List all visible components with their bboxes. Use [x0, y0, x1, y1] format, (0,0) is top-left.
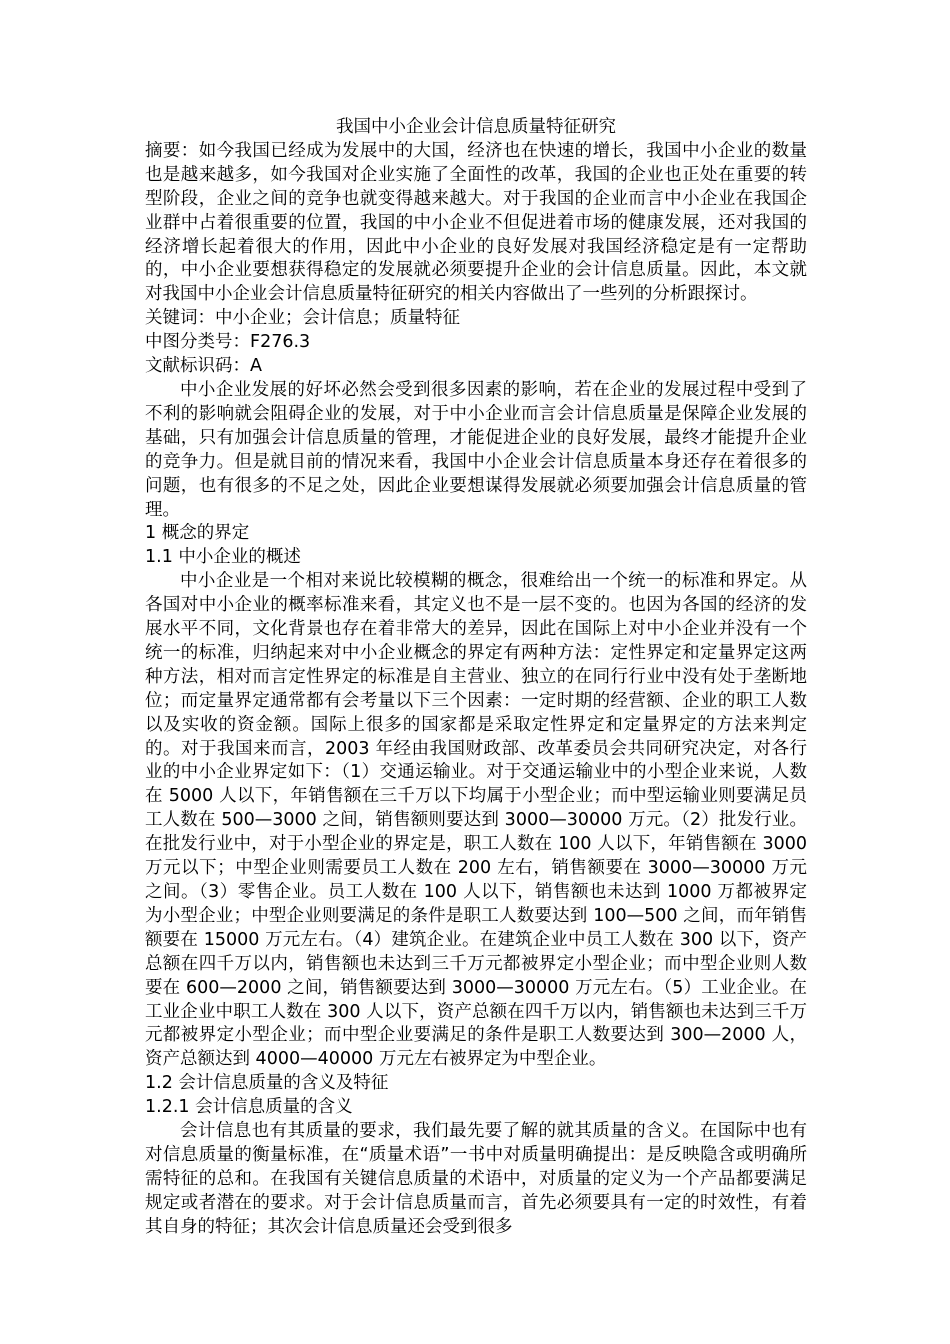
section-1-1-paragraph: 中小企业是一个相对来说比较模糊的概念，很难给出一个统一的标准和界定。从各国对中小企业的概率标准来看，其定义也不是一层不变的。也因为各国的经济的发展水平不同，文化背景也存在着非常大的差异，因此在国际上对中小企业并没有一个统一的标准，归纳起来对中小企业概念的界定有两种方法：定性界定和定量界定这两种方法，相对而言定性界定的标准是自主营业、独立的在同行行业中没有处于垄断地位；而定量界定通常都有会考量以下三个因素：一定时期的经营额、企业的职工人数以及实收的资金额。国际上很多的国家都是采取定性界定和定量界定的方法来判定的。对于我国来而言，2003 年经由我国财政部、改革委员会共同研究决定，对各行业的中小企业界定如下：（1）交通运输业。对于交通运输业中的小型企业来说，人数在 5000 人以下，年销售额在三千万以下均属于小型企业；而中型运输业则要满足员工人数在 500—3000 之间，销售额则要达到 3000—30000 万元。（2）批发行业。在批发行业中，对于小型企业的界定是，职工人数在 100 人以下，年销售额在 3000 万元以下；中型企业则需要员工人数在 200 左右，销售额要在 3000—30000 万元之间。（3）零售企业。员工人数在 100 人以下，销售额也未达到 1000 万都被界定为小型企业；中型企业则要满足的条件是职工人数要达到 100—500 之间，而年销售额要在 15000 万元左右。（4）建筑企业。在建筑企业中员工人数在 300 以下，资产总额在四千万以内，销售额也未达到三千万元都被界定小型企业；而中型企业则人数要在 600—2000 之间，销售额要达到 3000—30000 万元左右。（5）工业企业。在工业企业中职工人数在 300 人以下，资产总额在四千万以内，销售额也未达到三千万元都被界定小型企业；而中型企业要满足的条件是职工人数要达到 300—2000 人，资产总额达到 4000—40000 万元左右被界定为中型企业。	[145, 571, 807, 1070]
section-1-heading: 1 概念的界定	[145, 523, 250, 544]
document-title: 我国中小企业会计信息质量特征研究	[336, 117, 616, 137]
introduction-paragraph: 中小企业发展的好坏必然会受到很多因素的影响，若在企业的发展过程中受到了不利的影响就会阻碍企业的发展，对于中小企业而言会计信息质量是保障企业发展的基础，只有加强会计信息质量的管理，才能促进企业的良好发展，最终才能提升企业的竞争力。但是就目前的情况来看，我国中小企业会计信息质量本身还存在着很多的问题，也有很多的不足之处，因此企业要想谋得发展就必须要加强会计信息质量的管理。	[145, 379, 807, 520]
keywords-line: 关键词：中小企业；会计信息；质量特征	[145, 308, 460, 329]
section-1-2-1-heading: 1.2.1 会计信息质量的含义	[145, 1097, 353, 1118]
section-1-2-1-paragraph: 会计信息也有其质量的要求，我们最先要了解的就其质量的含义。在国际中也有对信息质量的衡量标准，在“质量术语”一书中对质量明确提出：是反映隐含或明确所需特征的总和。在我国有关键信息质量的术语中，对质量的定义为一个产品都要满足规定或者潜在的要求。对于会计信息质量而言，首先必须要具有一定的时效性，有着其自身的特征；其次会计信息质量还会受到很多	[145, 1121, 807, 1237]
abstract-paragraph: 摘要：如今我国已经成为发展中的大国，经济也在快速的增长，我国中小企业的数量也是越来越多，如今我国对企业实施了全面性的改革，我国的企业也正处在重要的转型阶段，企业之间的竞争也就变得越来越大。对于我国的企业而言中小企业在我国企业群中占着很重要的位置，我国的中小企业不但促进着市场的健康发展，还对我国的经济增长起着很大的作用，因此中小企业的良好发展对我国经济稳定是有一定帮助的，中小企业要想获得稳定的发展就必须要提升企业的会计信息质量。因此，本文就对我国中小企业会计信息质量特征研究的相关内容做出了一些列的分析跟探讨。	[145, 140, 807, 305]
section-1-2-heading: 1.2 会计信息质量的含义及特征	[145, 1073, 389, 1094]
classification-number-line: 中图分类号：F276.3	[145, 332, 311, 353]
section-1-1-heading: 1.1 中小企业的概述	[145, 547, 301, 568]
document-code-line: 文献标识码：A	[145, 356, 262, 377]
document-page	[145, 116, 807, 1240]
